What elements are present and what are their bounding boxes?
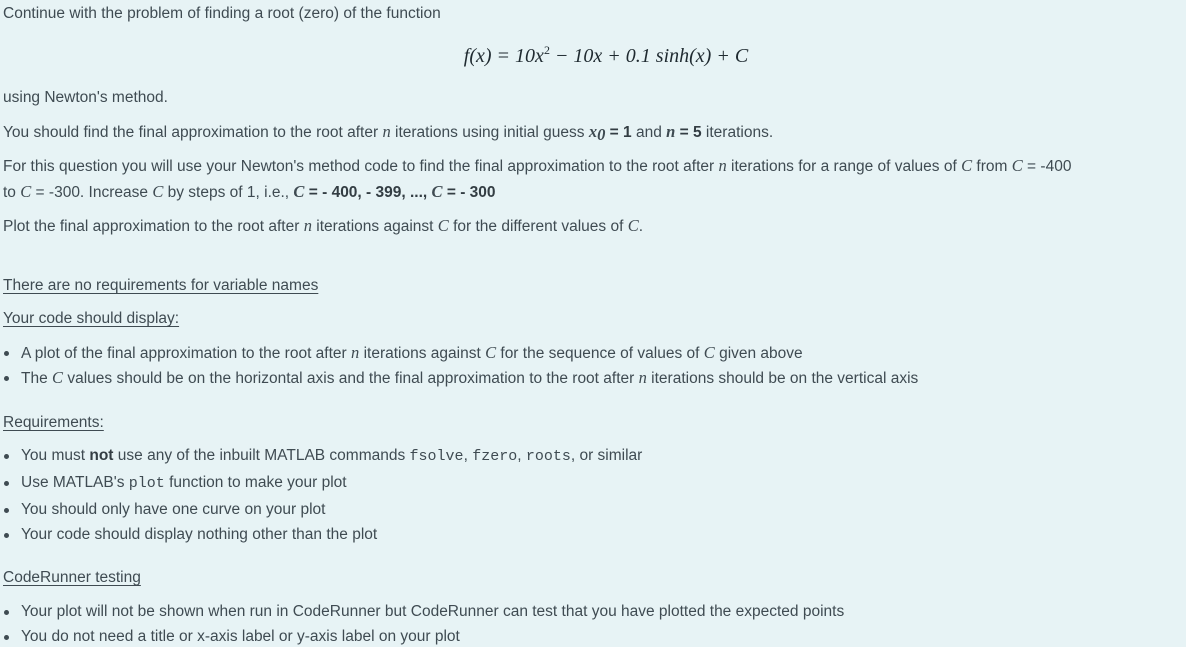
using-text: using Newton's method. bbox=[3, 89, 168, 106]
no-requirements-heading: There are no requirements for variable names bbox=[3, 277, 319, 294]
requirement-item: Your code should display nothing other than the plot bbox=[21, 526, 378, 543]
coderunner-heading: CodeRunner testing bbox=[3, 569, 141, 586]
display-heading: Your code should display: bbox=[3, 310, 180, 327]
function-formula: $f(x) = 10x^2 - 10x + 0.1$ sinh(x) + C bbox=[463, 43, 749, 67]
paragraph-plot: Plot the final approximation to the root after n iterations against C for the different values of C. bbox=[3, 216, 644, 235]
bullet-dot bbox=[4, 508, 9, 513]
bullet-dot bbox=[4, 610, 9, 615]
bullet-dot bbox=[4, 481, 9, 486]
paragraph-range-line2: to C = -300. Increase C by steps of 1, i.e., C = - 400, - 399, ..., C = - 300 bbox=[3, 182, 496, 201]
requirement-item: You should only have one curve on your plot bbox=[21, 501, 326, 518]
bullet-dot bbox=[4, 533, 9, 538]
requirements-heading: Requirements: bbox=[3, 414, 104, 431]
bullet-dot bbox=[4, 454, 9, 459]
bullet-dot bbox=[4, 351, 9, 356]
intro-text: Continue with the problem of finding a root (zero) of the function bbox=[3, 5, 441, 22]
paragraph-initial-guess: You should find the final approximation to the root after n iterations using initial guess $x_0 = 1$ and n = 5 iterations. bbox=[3, 122, 774, 144]
coderunner-item: Your plot will not be shown when run in CodeRunner but CodeRunner can test that you have plotted the expected points bbox=[21, 603, 845, 620]
bullet-dot bbox=[4, 376, 9, 381]
display-item: The C values should be on the horizontal axis and the final approximation to the root after n iterations should be on the vertical axis bbox=[21, 368, 919, 387]
requirement-item: Use MATLAB's plot function to make your plot bbox=[21, 474, 347, 492]
display-item: A plot of the final approximation to the root after n iterations against C for the sequence of values of C given above bbox=[21, 343, 803, 362]
coderunner-item: You do not need a title or x-axis label or y-axis label on your plot bbox=[21, 628, 460, 645]
requirement-item: You must not use any of the inbuilt MATLAB commands fsolve, fzero, roots, or similar bbox=[21, 447, 643, 465]
paragraph-range-line1: For this question you will use your Newton's method code to find the final approximation to the root after n iterations for a range of values of C from C = -400 bbox=[3, 156, 1072, 175]
bullet-dot bbox=[4, 635, 9, 640]
